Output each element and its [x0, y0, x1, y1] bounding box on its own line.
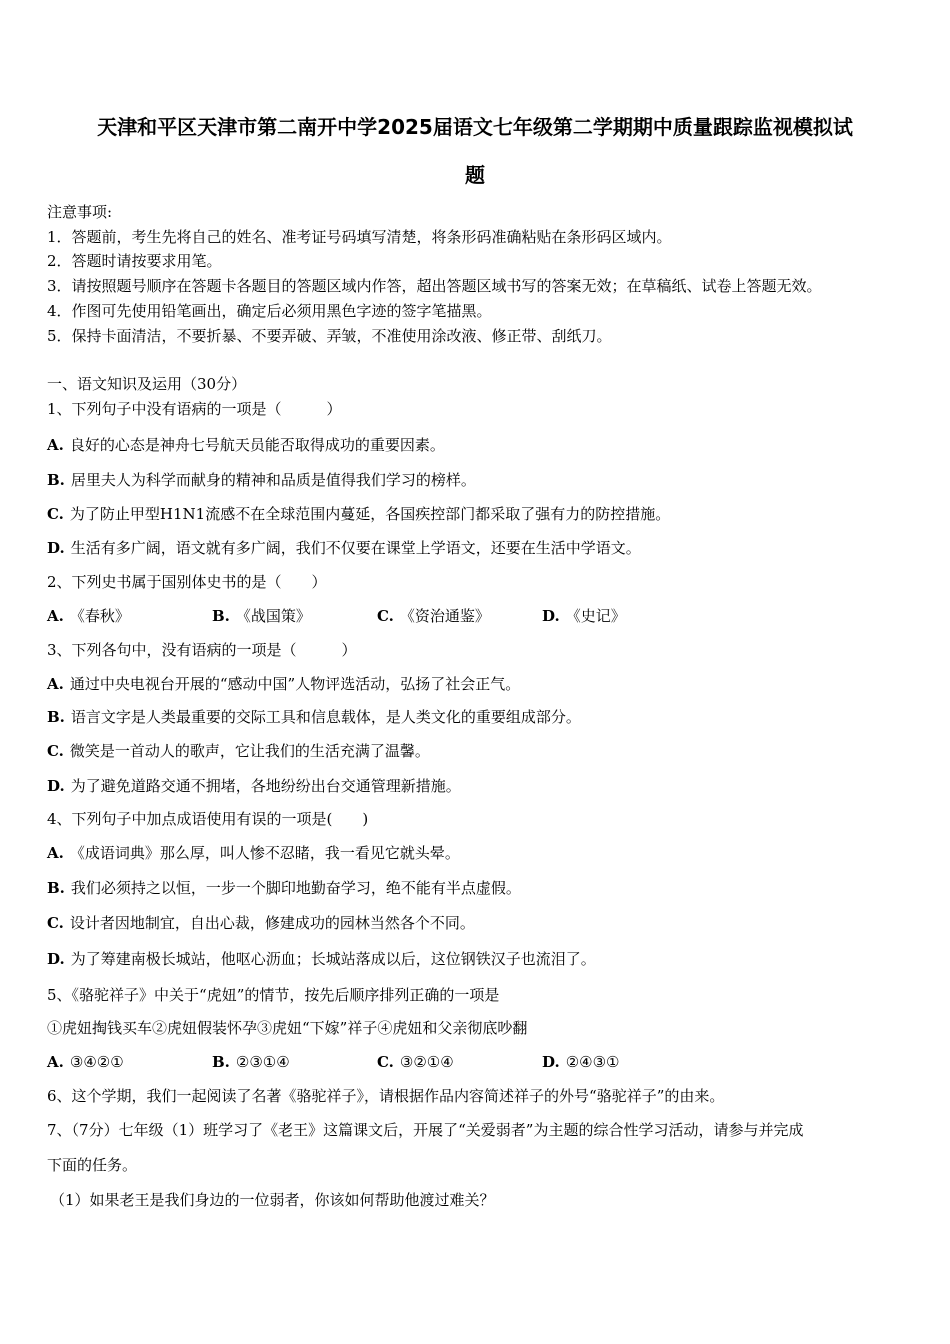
option-text: 《春秋》	[69, 607, 130, 625]
option-letter: B.	[212, 607, 230, 625]
option-text: ②④③①	[565, 1053, 620, 1071]
option-text: 良好的心态是神舟七号航天员能否取得成功的重要因素。	[69, 436, 445, 454]
question-stem: 2、下列史书属于国别体史书的是（ ）	[47, 573, 327, 591]
option-text: 《战国策》	[235, 607, 311, 625]
option-letter: A.	[47, 607, 64, 625]
note-item: 5．保持卡面清洁，不要折暴、不要弄破、弄皱，不准使用涂改液、修正带、刮纸刀。	[47, 327, 612, 345]
sub-question: （1）如果老王是我们身边的一位弱者，你该如何帮助他渡过难关？	[50, 1191, 495, 1209]
answer-option	[377, 1052, 454, 1072]
option-letter: B.	[47, 471, 65, 489]
answer-option	[47, 707, 581, 727]
answer-option	[47, 504, 670, 524]
option-letter: C.	[377, 1053, 394, 1071]
document-title: 天津和平区天津市第二南开中学2025届语文七年级第二学期期中质量跟踪监视模拟试	[97, 115, 853, 139]
question-stem: 5、《骆驼祥子》中关于“虎妞”的情节，按先后顺序排列正确的一项是	[47, 986, 500, 1004]
question-stem: 3、下列各句中，没有语病的一项是（ ）	[47, 641, 357, 659]
note-item: 4．作图可先使用铅笔画出，确定后必须用黑色字迹的签字笔描黑。	[47, 302, 492, 320]
answer-option	[47, 776, 461, 796]
option-text: 通过中央电视台开展的“感动中国”人物评选活动，弘扬了社会正气。	[69, 675, 521, 693]
option-text: 我们必须持之以恒，一步一个脚印地勤奋学习，绝不能有半点虚假。	[70, 879, 521, 897]
option-text: 《资治通鉴》	[399, 607, 490, 625]
option-text: 《史记》	[565, 607, 626, 625]
notes-heading: 注意事项:	[47, 203, 113, 221]
option-text: ③④②①	[69, 1053, 124, 1071]
option-letter: D.	[47, 950, 65, 968]
option-text: 为了筹建南极长城站，他呕心沥血；长城站落成以后，这位钢铁汉子也流泪了。	[70, 950, 596, 968]
option-text: 语言文字是人类最重要的交际工具和信息载体，是人类文化的重要组成部分。	[70, 708, 581, 726]
answer-option	[47, 1052, 124, 1072]
question-stem: 4、下列句子中加点成语使用有误的一项是( )	[47, 810, 369, 828]
option-text: ③②①④	[399, 1053, 454, 1071]
option-letter: B.	[47, 879, 65, 897]
answer-option	[47, 913, 475, 933]
note-item: 3．请按照题号顺序在答题卡各题目的答题区域内作答，超出答题区域书写的答案无效；在草稿纸、试卷上答题无效。	[47, 277, 822, 295]
option-text: 《成语词典》那么厚，叫人惨不忍睹，我一看见它就头晕。	[69, 844, 460, 862]
answer-option	[47, 538, 641, 558]
question-stem: 7、（7分）七年级（1）班学习了《老王》这篇课文后，开展了“关爱弱者”为主题的综合性学习活动，请参与并完成	[47, 1121, 804, 1139]
question-stem-cont: 下面的任务。	[47, 1156, 138, 1174]
option-letter: A.	[47, 844, 64, 862]
answer-option	[212, 1052, 290, 1072]
option-letter: B.	[212, 1053, 230, 1071]
answer-option	[47, 674, 520, 694]
option-letter: A.	[47, 675, 64, 693]
option-letter: D.	[542, 1053, 560, 1071]
answer-option	[47, 878, 521, 898]
option-text: ②③①④	[235, 1053, 290, 1071]
option-letter: B.	[47, 708, 65, 726]
option-text: 居里夫人为科学而献身的精神和品质是值得我们学习的榜样。	[70, 471, 476, 489]
question-stem: 1、下列句子中没有语病的一项是（ ）	[47, 400, 342, 418]
question-stem: 6、这个学期，我们一起阅读了名著《骆驼祥子》，请根据作品内容简述祥子的外号“骆驼祥子”的由来。	[47, 1087, 725, 1105]
answer-option	[47, 843, 460, 863]
option-text: 为了避免道路交通不拥堵，各地纷纷出台交通管理新措施。	[70, 777, 461, 795]
question-items: ①虎妞掏钱买车②虎妞假装怀孕③虎妞“下嫁”祥子④虎妞和父亲彻底吵翻	[47, 1019, 528, 1037]
option-text: 微笑是一首动人的歌声，它让我们的生活充满了温馨。	[69, 742, 430, 760]
option-letter: C.	[47, 505, 64, 523]
answer-option	[377, 606, 490, 626]
answer-option	[212, 606, 311, 626]
option-letter: A.	[47, 1053, 64, 1071]
option-letter: C.	[377, 607, 394, 625]
answer-option	[542, 1052, 620, 1072]
option-letter: C.	[47, 914, 64, 932]
answer-option	[542, 606, 626, 626]
note-item: 1．答题前，考生先将自己的姓名、准考证号码填写清楚，将条形码准确粘贴在条形码区域内。	[47, 228, 672, 246]
answer-option	[47, 435, 445, 455]
option-text: 为了防止甲型H1N1流感不在全球范围内蔓延，各国疾控部门都采取了强有力的防控措施。	[69, 505, 671, 523]
document-title-cont: 题	[465, 163, 485, 187]
option-letter: D.	[542, 607, 560, 625]
option-text: 设计者因地制宜，自出心裁，修建成功的园林当然各个不同。	[69, 914, 475, 932]
answer-option	[47, 741, 430, 761]
note-item: 2．答题时请按要求用笔。	[47, 252, 222, 270]
option-text: 生活有多广阔，语文就有多广阔，我们不仅要在课堂上学语文，还要在生活中学语文。	[70, 539, 641, 557]
answer-option	[47, 606, 130, 626]
option-letter: D.	[47, 539, 65, 557]
answer-option	[47, 949, 596, 969]
option-letter: C.	[47, 742, 64, 760]
option-letter: D.	[47, 777, 65, 795]
answer-option	[47, 470, 476, 490]
option-letter: A.	[47, 436, 64, 454]
section-heading: 一、语文知识及运用（30分）	[47, 375, 247, 393]
